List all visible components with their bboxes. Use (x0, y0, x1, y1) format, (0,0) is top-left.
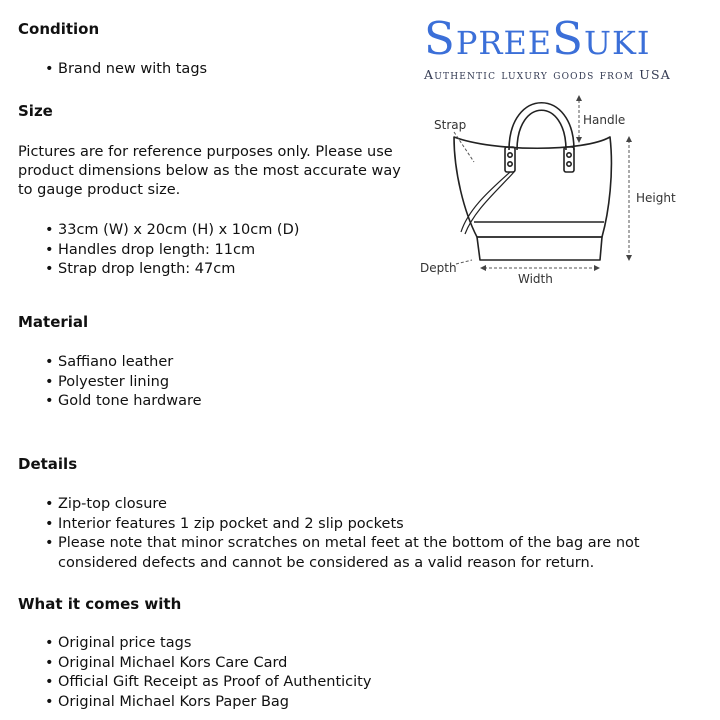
list-item: • Gold tone hardware (18, 392, 703, 412)
heading-comes-with: What it comes with (18, 595, 182, 613)
bag-handle-inner (517, 110, 566, 150)
heading-details: Details (18, 455, 78, 473)
list-item: • Handles drop length: 11cm (18, 241, 703, 261)
list-item: • Original Michael Kors Care Card (18, 654, 703, 674)
list-item: • Strap drop length: 47cm (18, 260, 703, 280)
list-item: • Brand new with tags (18, 60, 703, 80)
list-condition (18, 60, 703, 80)
handle-tab-left (505, 147, 515, 172)
size-note: Pictures are for reference purposes only. Please use product dimensions below as the most accurate way to gauge product size. (18, 144, 401, 198)
list-item: • Interior features 1 zip pocket and 2 slip pockets (18, 515, 703, 535)
heading-size: Size (18, 102, 53, 120)
list-item: • Polyester lining (18, 373, 703, 393)
list-item: • Original price tags (18, 634, 703, 654)
list-item: • Official Gift Receipt as Proof of Authenticity (18, 673, 703, 693)
label-width: Width (518, 272, 553, 286)
label-handle: Handle (583, 113, 626, 127)
heading-condition: Condition (18, 20, 100, 38)
list-item: • Zip-top closure (18, 495, 703, 515)
list-details (18, 495, 703, 573)
handle-tab-right (564, 147, 574, 172)
logo-title: SpreeSuki (424, 12, 651, 65)
heading-material: Material (18, 313, 89, 331)
label-depth: Depth (420, 261, 457, 275)
list-item: • Original Michael Kors Paper Bag (18, 693, 703, 713)
logo-tagline: Authentic luxury goods from USA (424, 67, 672, 82)
list-item: • Please note that minor scratches on metal feet at the bottom of the bag are not considered defects and cannot be considered as a valid reason for return. (18, 534, 703, 573)
label-strap: Strap (434, 118, 467, 132)
list-item: • Saffiano leather (18, 353, 703, 373)
list-item: • 33cm (W) x 20cm (H) x 10cm (D) (18, 221, 703, 241)
list-material (18, 353, 703, 412)
list-comes-with (18, 634, 703, 712)
label-height: Height (636, 191, 676, 205)
list-size (18, 221, 703, 280)
